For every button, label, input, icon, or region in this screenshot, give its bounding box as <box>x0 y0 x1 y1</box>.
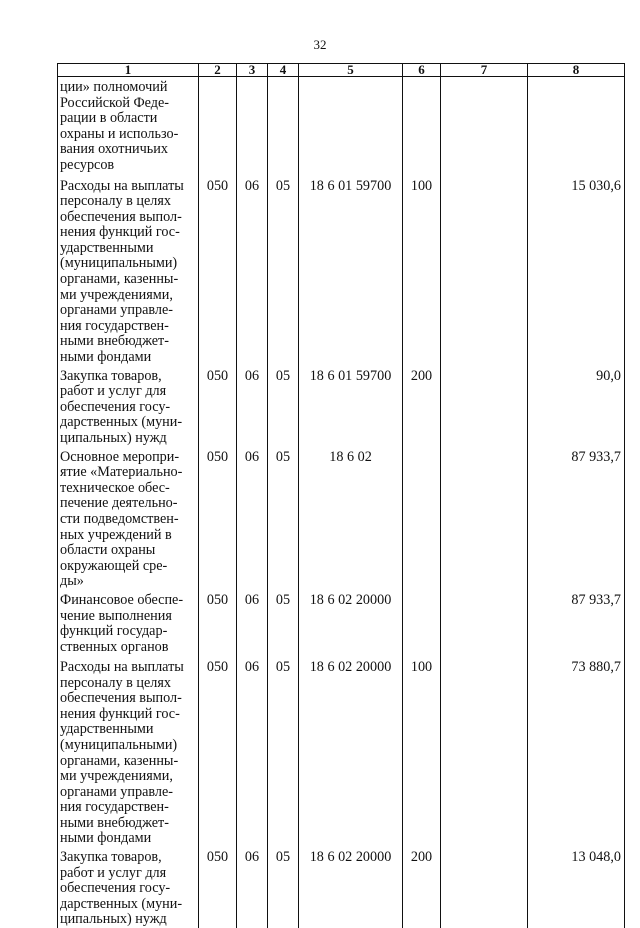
table-row <box>58 176 625 366</box>
cell-col4: 05 <box>268 657 299 847</box>
cell-col8: 90,0 <box>528 366 625 447</box>
cell-col5: 18 6 01 59700 <box>299 176 403 366</box>
column-header-6: 6 <box>403 64 441 77</box>
cell-col4: 05 <box>268 447 299 590</box>
cell-col2: 050 <box>199 366 237 447</box>
cell-col6 <box>403 77 441 176</box>
table-row <box>58 590 625 657</box>
cell-col5: 18 6 02 20000 <box>299 847 403 928</box>
cell-col2: 050 <box>199 176 237 366</box>
table-header-row <box>58 64 625 77</box>
cell-col2: 050 <box>199 847 237 928</box>
cell-col6: 200 <box>403 366 441 447</box>
cell-col5: 18 6 01 59700 <box>299 366 403 447</box>
row-name: Закупка товаров, работ и услуг для обеспечения госу- дарственных (муни- ципальных) нужд <box>58 366 199 447</box>
cell-col8: 15 030,6 <box>528 176 625 366</box>
cell-col4 <box>268 77 299 176</box>
budget-table <box>57 63 624 928</box>
cell-col2 <box>199 77 237 176</box>
cell-col8 <box>528 77 625 176</box>
cell-col4: 05 <box>268 366 299 447</box>
cell-col2: 050 <box>199 590 237 657</box>
row-name: Основное меропри- ятие «Материально- техническое обес- печение деятельно- сти подведомствен- ных учреждений в области охраны окружающей сре- ды» <box>58 447 199 590</box>
column-header-5: 5 <box>299 64 403 77</box>
cell-col3: 06 <box>237 657 268 847</box>
cell-col3: 06 <box>237 590 268 657</box>
cell-col5: 18 6 02 20000 <box>299 657 403 847</box>
table-row <box>58 657 625 847</box>
cell-col7 <box>441 447 528 590</box>
cell-col5 <box>299 77 403 176</box>
cell-col6 <box>403 590 441 657</box>
cell-col4: 05 <box>268 176 299 366</box>
cell-col3: 06 <box>237 447 268 590</box>
column-header-2: 2 <box>199 64 237 77</box>
table-row <box>58 447 625 590</box>
row-name: Расходы на выплаты персоналу в целях обеспечения выпол- нения функций гос- ударственными (муниципальными) органами, казенны- ми учреждениями, органами управле- ния государствен- ными внебюджет- ными фондами <box>58 176 199 366</box>
table-row <box>58 847 625 928</box>
row-name: Расходы на выплаты персоналу в целях обеспечения выпол- нения функций гос- ударственными (муниципальными) органами, казенны- ми учреждениями, органами управле- ния государствен- ными внебюджет- ными фондами <box>58 657 199 847</box>
cell-col6: 100 <box>403 657 441 847</box>
cell-col7 <box>441 847 528 928</box>
cell-col8: 87 933,7 <box>528 447 625 590</box>
column-header-7: 7 <box>441 64 528 77</box>
cell-col4: 05 <box>268 847 299 928</box>
column-header-3: 3 <box>237 64 268 77</box>
cell-col8: 73 880,7 <box>528 657 625 847</box>
cell-col7 <box>441 590 528 657</box>
cell-col7 <box>441 657 528 847</box>
row-name: ции» полномочий Российской Феде- рации в области охраны и использо- вания охотничьих ресурсов <box>58 77 199 176</box>
cell-col4: 05 <box>268 590 299 657</box>
cell-col3 <box>237 77 268 176</box>
cell-col8: 13 048,0 <box>528 847 625 928</box>
cell-col7 <box>441 176 528 366</box>
cell-col2: 050 <box>199 657 237 847</box>
page-number: 32 <box>313 37 327 52</box>
row-name: Финансовое обеспе- чение выполнения функций государ- ственных органов <box>58 590 199 657</box>
cell-col3: 06 <box>237 176 268 366</box>
cell-col5: 18 6 02 <box>299 447 403 590</box>
cell-col6 <box>403 447 441 590</box>
row-name: Закупка товаров, работ и услуг для обеспечения госу- дарственных (муни- ципальных) нужд <box>58 847 199 928</box>
table-row <box>58 77 625 176</box>
cell-col7 <box>441 366 528 447</box>
cell-col5: 18 6 02 20000 <box>299 590 403 657</box>
column-header-8: 8 <box>528 64 625 77</box>
cell-col8: 87 933,7 <box>528 590 625 657</box>
cell-col6: 100 <box>403 176 441 366</box>
table-row <box>58 366 625 447</box>
column-header-4: 4 <box>268 64 299 77</box>
cell-col3: 06 <box>237 366 268 447</box>
column-header-1: 1 <box>58 64 199 77</box>
cell-col2: 050 <box>199 447 237 590</box>
cell-col3: 06 <box>237 847 268 928</box>
cell-col6: 200 <box>403 847 441 928</box>
cell-col7 <box>441 77 528 176</box>
